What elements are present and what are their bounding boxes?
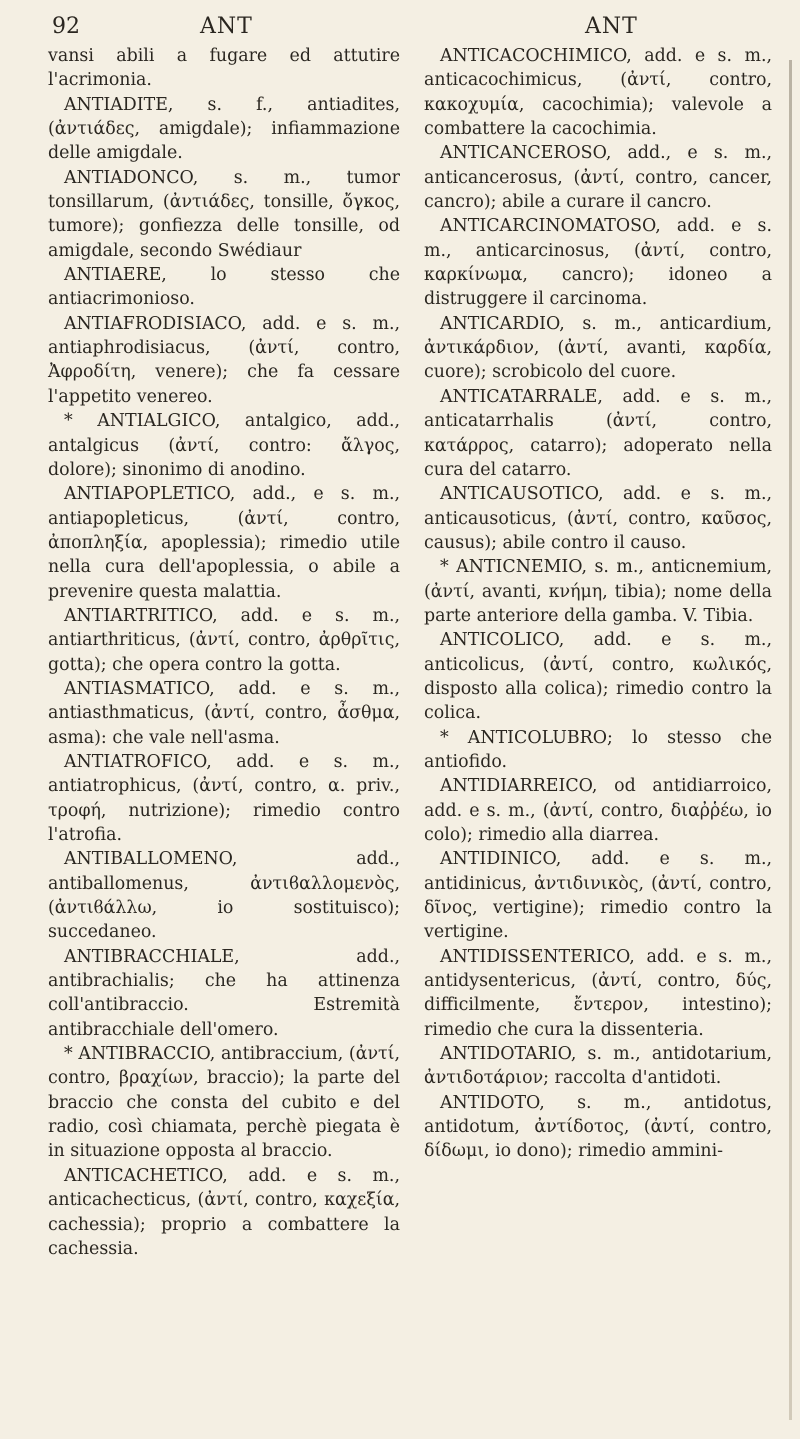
right-running-head: ANT: [585, 14, 638, 39]
page-header: [0, 14, 800, 48]
entry-anticnemio: * ANTICNEMIO, s. m., anticnemium, (ἀντί, avanti, κνήμη, tibia); nome della parte anteriore della gamba. V. Tibia.: [424, 557, 772, 626]
left-column: [48, 44, 400, 1261]
entry-antialgico: * ANTIALGICO, antalgico, add., antalgicus (ἀντί, contro: ἄλγος, dolore); sinonimo di anodino.: [48, 411, 400, 480]
entry-antibracchiale: ANTIBRACCHIALE, add., antibrachialis; che ha attinenza coll'antibraccio. Estremità antibracchiale dell'omero.: [48, 946, 400, 1040]
entry-anticarcinomatoso: ANTICARCINOMATOSO, add. e s. m., anticarcinosus, (ἀντί, contro, καρκίνωμα, cancro); idoneo a distruggere il carcinoma.: [424, 216, 772, 310]
entry-antidoto: ANTIDOTO, s. m., antidotus, antidotum, ἀντίδοτος, (ἀντί, contro, δίδωμι, io dono); rimedio ammini-: [424, 1092, 772, 1162]
page-edge-shadow: [789, 60, 792, 1420]
page-number: 92: [52, 14, 80, 39]
entry-antiasmatico: ANTIASMATICO, add. e s. m., antiasthmaticus, (ἀντί, contro, ἆσθμα, asma): che vale nell'asma.: [48, 678, 400, 748]
entry-antiartritico: ANTIARTRITICO, add. e s. m., antiarthriticus, (ἀντί, contro, ἀρθρῖτις, gotta); che opera contro la gotta.: [48, 605, 400, 675]
entry-antiafrodisiaco: ANTIAFRODISIACO, add. e s. m., antiaphrodisiacus, (ἀντί, contro, Ἀφροδίτη, venere); che fa cessare l'appetito venereo.: [48, 313, 400, 407]
entry-antiaere: ANTIAERE, lo stesso che antiacrimonioso.: [48, 265, 400, 310]
entry-antidissenterico: ANTIDISSENTERICO, add. e s. m., antidysentericus, (ἀντί, contro, δύς, difficilmente, ἔντερον, intestino); rimedio che cura la dissenteria.: [424, 946, 772, 1040]
entry-antiapopletico: ANTIAPOPLETICO, add., e s. m., antiapopleticus, (ἀντί, contro, ἀποπληξία, apoplessia); rimedio utile nella cura dell'apoplessia, o abile a prevenire questa malattia.: [48, 484, 400, 602]
entry-antiadonco: ANTIADONCO, s. m., tumor tonsillarum, (ἀντιάδες, tonsille, ὄγκος, tumore); gonfiezza delle tonsille, od amigdale, secondo Swédiaur: [48, 167, 400, 261]
entry-antiadite: ANTIADITE, s. f., antiadites, (ἀντιάδες, amigdale); infiammazione delle amigdale.: [48, 94, 400, 164]
entry-antiatrofico: ANTIATROFICO, add. e s. m., antiatrophicus, (ἀντί, contro, α. priv., τροφή, nutrizione); rimedio contro l'atrofia.: [48, 751, 400, 845]
right-column: [424, 44, 772, 1164]
entry-antidinico: ANTIDINICO, add. e s. m., antidinicus, ἀντιδινικὸς, (ἀντί, contro, δῖνος, vertigine); rimedio contro la vertigine.: [424, 849, 772, 943]
entry-antidiarreico: ANTIDIARREICO, od antidiarroico, add. e s. m., (ἀντί, contro, διαῤῥέω, io colo); rimedio alla diarrea.: [424, 776, 772, 845]
entry-antidotario: ANTIDOTARIO, s. m., antidotarium, ἀντιδοτάριον; raccolta d'antidoti.: [424, 1044, 772, 1089]
entry-antibraccio: * ANTIBRACCIO, antibraccium, (ἀντί, contro, βραχίων, braccio); la parte del braccio che consta del cubito e del radio, così chiamata, perchè piegata è in situazione opposta al braccio.: [48, 1044, 400, 1162]
entry-anticanceroso: ANTICANCEROSO, add., e s. m., anticancerosus, (ἀντί, contro, cancer, cancro); abile a curare il cancro.: [424, 143, 772, 213]
entry-anticacochimico: ANTICACOCHIMICO, add. e s. m., anticacochimicus, (ἀντί, contro, κακοχυμία, cacochimia); valevole a combattere la cacochimia.: [424, 46, 772, 140]
entry-anticausotico: ANTICAUSOTICO, add. e s. m., anticausoticus, (ἀντί, contro, καῦσος, causus); abile contro il causo.: [424, 484, 772, 553]
entry-anticachetico: ANTICACHETICO, add. e s. m., anticachecticus, (ἀντί, contro, καχεξία, cachessia); proprio a combattere la cachessia.: [48, 1165, 400, 1259]
entry-anticardio: ANTICARDIO, s. m., anticardium, ἀντικάρδιον, (ἀντί, avanti, καρδία, cuore); scrobicolo del cuore.: [424, 313, 772, 383]
entry-anticolico: ANTICOLICO, add. e s. m., anticolicus, (ἀντί, contro, κωλικός, disposto alla colica); rimedio contro la colica.: [424, 630, 772, 724]
entry-antiballomeno: ANTIBALLOMENO, add., antiballomenus, ἀντιϐαλλομενὸς, (ἀντιϐάλλω, io sostituisco); succedaneo.: [48, 849, 400, 943]
left-running-head: ANT: [200, 14, 253, 39]
entry-anticatarrale: ANTICATARRALE, add. e s. m., anticatarrhalis (ἀντί, contro, κατάρρος, catarro); adoperato nella cura del catarro.: [424, 386, 772, 480]
entry-anticolubro: * ANTICOLUBRO; lo stesso che antiofido.: [424, 727, 772, 772]
entry-continuation: vansi abili a fugare ed attutire l'acrimonia.: [48, 46, 400, 91]
